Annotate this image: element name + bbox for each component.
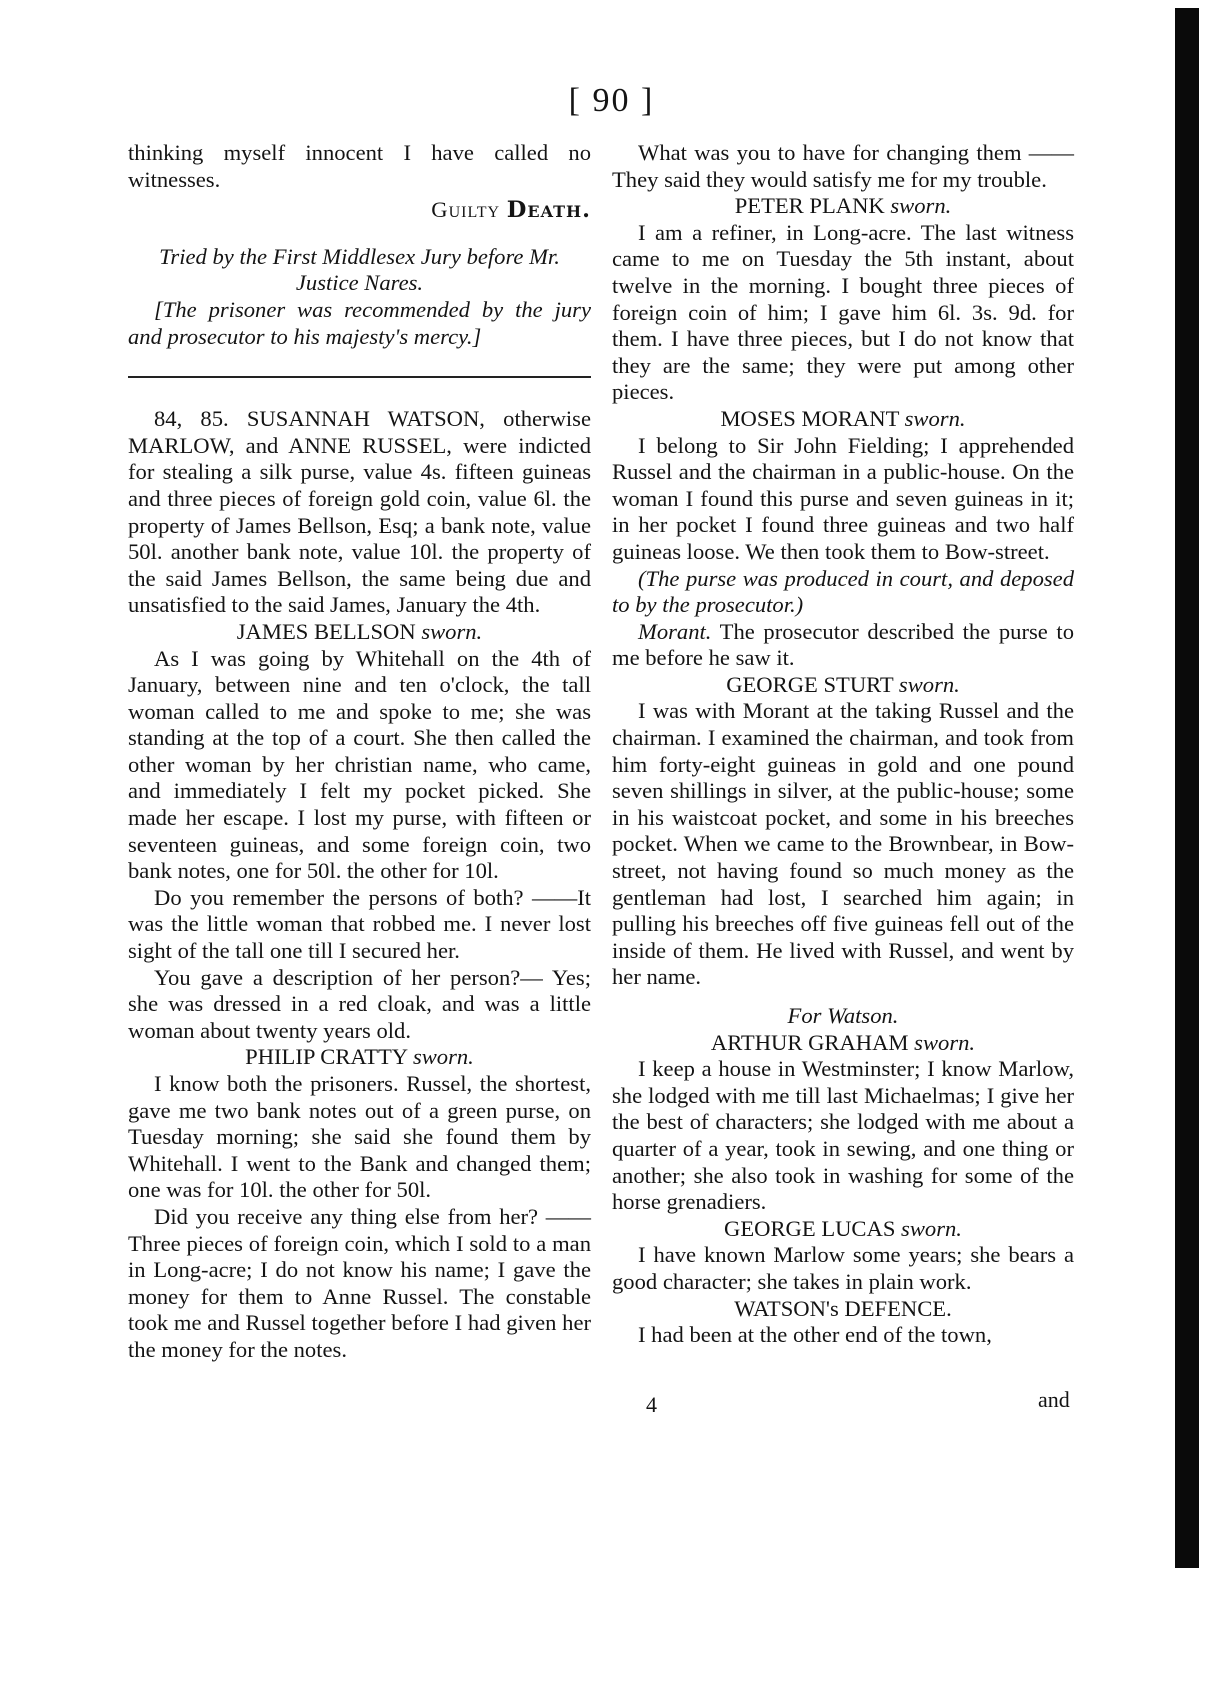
witness-name: MOSES MORANT xyxy=(720,405,899,431)
catchword: and xyxy=(1038,1387,1070,1412)
page-number: [ 90 ] xyxy=(568,82,655,119)
sworn-label: sworn. xyxy=(914,1029,976,1055)
testimony-paragraph: I keep a house in Westminster; I know Marlow, she lodged with me till last Michaelmas; I give her the best of characters; she lodged with me about a quarter of a year, took in sewing, and one thing or another; she also took in washing for some of the horse grenadiers. xyxy=(612,1056,1074,1215)
sworn-label: sworn. xyxy=(421,618,483,644)
for-watson-heading: For Watson. xyxy=(787,1003,899,1028)
defence-heading: WATSON's DEFENCE. xyxy=(734,1295,952,1321)
sworn-label: sworn. xyxy=(898,671,960,697)
trial-line-2: Justice Nares. xyxy=(295,270,424,296)
morant-statement xyxy=(612,619,1074,672)
witness-heading-graham xyxy=(612,1030,1074,1057)
sworn-label: sworn. xyxy=(904,405,966,431)
witness-name: PHILIP CRATTY xyxy=(245,1044,408,1070)
verdict xyxy=(128,197,591,224)
testimony-paragraph: Do you remember the persons of both? ——It was the little woman that robbed me. I never lost sight of the tall one till I secured her. xyxy=(128,884,591,964)
witness-name: JAMES BELLSON xyxy=(236,618,416,644)
testimony-paragraph: I was with Morant at the taking Russel and the chairman. I examined the chairman, and took from him forty-eight guineas in gold and one pound seven shillings in silver, at the public-house; some in his waistcoat pocket, and some in his breeches pocket. When we came to the Brownbear, in Bow-street, not having found so much money as the gentleman had lost, I searched him again; in pulling his breeches off five guineas fell out of the inside of them. He lived with Russel, and went by her name. xyxy=(612,698,1074,990)
intro-text: thinking myself innocent I have called no witnesses. xyxy=(128,140,591,192)
left-column xyxy=(128,140,591,1364)
sworn-label: sworn. xyxy=(412,1044,474,1070)
verdict-prefix: Guilty xyxy=(431,197,501,223)
witness-heading-plank xyxy=(612,193,1074,220)
witness-name: ARTHUR GRAHAM xyxy=(710,1029,909,1055)
testimony-paragraph: As I was going by Whitehall on the 4th of January, between nine and ten o'clock, the tall woman called to me and spoke to me; she was standing at the top of a court. She then called the other woman by her christian name, who came, and immediately I felt my pocket picked. She made her escape. I lost my purse, with fifteen or seventeen guineas, and some foreign coin, two bank notes, one for 50l. the other for 10l. xyxy=(128,645,591,884)
witness-name: PETER PLANK xyxy=(734,193,885,219)
recommendation-note: [The prisoner was recommended by the jury and prosecutor to his majesty's mercy.] xyxy=(128,296,591,349)
testimony-paragraph: I am a refiner, in Long-acre. The last witness came to me on Tuesday the 5th instant, about twelve in the morning. I bought three pieces of foreign coin of him; I gave him 6l. 3s. 9d. for them. I have three pieces, but I do not know that they are the same; they were put among other pieces. xyxy=(612,219,1074,405)
witness-heading-morant xyxy=(612,406,1074,433)
verdict-word: Death. xyxy=(506,197,591,224)
testimony-paragraph: Did you receive any thing else from her? ——Three pieces of foreign coin, which I sold to a man in Long-acre; I do not know his name; I gave the money for them to Anne Russel. The constable took me and Russel together before I had given her the money for the notes. xyxy=(128,1203,591,1362)
witness-heading-cratty xyxy=(128,1044,591,1071)
defence-paragraph: I had been at the other end of the town, xyxy=(638,1322,992,1348)
witness-heading-sturt xyxy=(612,672,1074,699)
section-divider xyxy=(128,376,591,378)
right-column xyxy=(612,140,1074,1349)
morant-text: The prosecutor described the purse to me before he saw it. xyxy=(612,618,1074,671)
signature-mark: 4 xyxy=(646,1392,657,1417)
witness-heading-bellson xyxy=(128,619,591,646)
trial-note xyxy=(128,244,591,297)
sworn-label: sworn. xyxy=(890,193,952,219)
purse-note: (The purse was produced in court, and deposed to by the prosecutor.) xyxy=(612,565,1074,618)
testimony-paragraph: I know both the prisoners. Russel, the shortest, gave me two bank notes out of a green purse, on Tuesday morning; she said she found them by Whitehall. I went to the Bank and changed them; one was for 10l. the other for 50l. xyxy=(128,1071,591,1203)
case-heading: 84, 85. SUSANNAH WATSON, otherwise MARLOW, and ANNE RUSSEL, were indicted for stealing a silk purse, value 4s. fifteen guineas and three pieces of foreign gold coin, value 6l. the property of James Bellson, Esq; a bank note, value 50l. another bank note, value 10l. the property of the said James Bellson, the same being due and unsatisfied to the said James, January the 4th. xyxy=(128,406,591,618)
testimony-paragraph: I have known Marlow some years; she bears a good character; she takes in plain work. xyxy=(612,1242,1074,1294)
witness-name: GEORGE LUCAS xyxy=(724,1215,896,1241)
witness-name: GEORGE STURT xyxy=(726,671,894,697)
witness-heading-lucas xyxy=(612,1216,1074,1243)
testimony-paragraph: You gave a description of her person?— Yes; she was dressed in a red cloak, and was a little woman about twenty years old. xyxy=(128,964,591,1043)
sworn-label: sworn. xyxy=(901,1215,962,1241)
speaker-label: Morant. xyxy=(638,618,712,644)
testimony-paragraph: What was you to have for changing them ——They said they would satisfy me for my trouble. xyxy=(612,140,1074,192)
scan-edge-bar xyxy=(1175,8,1199,1568)
testimony-paragraph: I belong to Sir John Fielding; I apprehended Russel and the chairman in a public-house. On the woman I found this purse and seven guineas in it; in her pocket I found three guineas and two half guineas loose. We then took them to Bow-street. xyxy=(612,432,1074,564)
trial-line-1: Tried by the First Middlesex Jury before Mr. xyxy=(159,243,560,269)
